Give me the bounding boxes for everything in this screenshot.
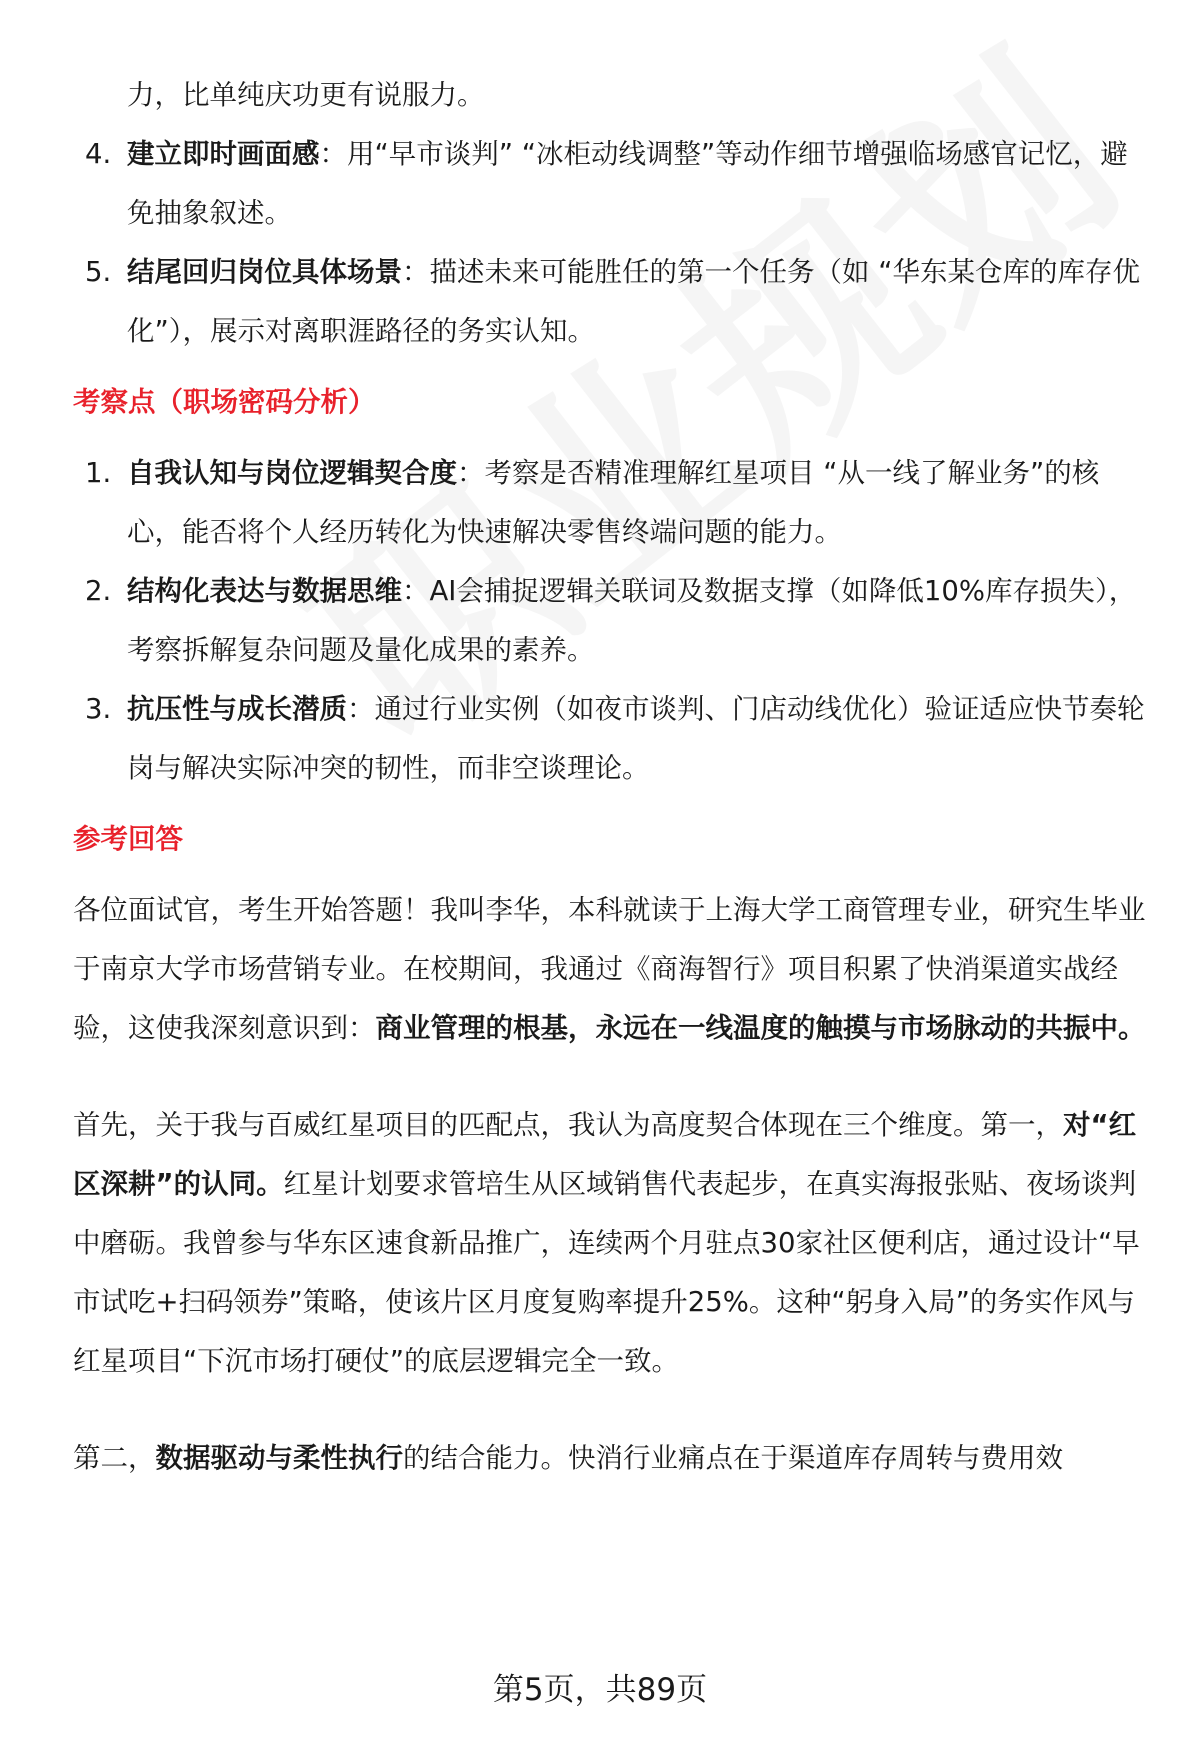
paragraph-text: 的结合能力。快消行业痛点在于渠道库存周转与费用效 — [403, 1442, 1063, 1474]
list-item-text: ：描述未来可能胜任的第一个任务（如 “华东某仓库的库存优化”），展示对离职涯路径的务实认知。 — [127, 256, 1140, 347]
list-item — [73, 562, 1153, 680]
list-item — [73, 444, 1153, 562]
list-item-bold: 抗压性与成长潜质 — [127, 693, 347, 725]
continuation-text: 力，比单纯庆功更有说服力。 — [127, 79, 485, 111]
list-item-bold: 结构化表达与数据思维 — [127, 575, 402, 607]
page-number-footer: 第5页，共89页 — [492, 1672, 708, 1708]
paragraph-text: 首先，关于我与百威红星项目的匹配点，我认为高度契合体现在三个维度。第一， — [73, 1109, 1063, 1141]
list-item-text: ：用“早市谈判” “冰柜动线调整”等动作细节增强临场感官记忆，避免抽象叙述。 — [127, 138, 1128, 229]
answer-paragraph-1 — [73, 881, 1153, 1058]
paragraph-bold: 对“红区深耕”的认同。 — [73, 1109, 1137, 1200]
paragraph-bold: 数据驱动与柔性执行 — [155, 1442, 403, 1474]
list-item-text: ：AI会捕捉逻辑关联词及数据支撑（如降低10%库存损失），考察拆解复杂问题及量化成果的素养。 — [127, 575, 1137, 666]
section-heading-answer: 参考回答 — [73, 823, 183, 855]
list-item-bold: 建立即时画面感 — [127, 138, 320, 170]
answer-paragraph-2 — [73, 1096, 1153, 1391]
list-number: 3. — [85, 693, 112, 725]
paragraph-bold: 商业管理的根基，永远在一线温度的触摸与市场脉动的共振中。 — [375, 1012, 1146, 1044]
list-item — [73, 243, 1153, 361]
tips-list — [73, 125, 1153, 361]
list-item-text: ：通过行业实例（如夜市谈判、门店动线优化）验证适应快节奏轮岗与解决实际冲突的韧性，而非空谈理论。 — [127, 693, 1145, 784]
list-item-bold: 自我认知与岗位逻辑契合度 — [127, 457, 457, 489]
list-number: 5. — [85, 256, 112, 288]
list-number: 4. — [85, 138, 112, 170]
list-item — [73, 125, 1153, 243]
answer-paragraph-3 — [73, 1429, 1153, 1488]
list-item-bold: 结尾回归岗位具体场景 — [127, 256, 402, 288]
paragraph-text: 红星计划要求管培生从区域销售代表起步，在真实海报张贴、夜场谈判中磨砺。我曾参与华东区速食新品推广，连续两个月驻点30家社区便利店，通过设计“早市试吃+扫码领券”策略，使该片区月度复购率提升25%。这种“躬身入局”的务实作风与红星项目“下沉市场打硬仗”的底层逻辑完全一致。 — [73, 1168, 1140, 1377]
kaocha-list — [73, 444, 1153, 798]
list-number: 2. — [85, 575, 112, 607]
section-heading-kaocha: 考察点（职场密码分析） — [73, 386, 376, 418]
paragraph-text: 各位面试官，考生开始答题！我叫李华，本科就读于上海大学工商管理专业，研究生毕业于南京大学市场营销专业。在校期间，我通过《商海智行》项目积累了快消渠道实战经验，这使我深刻意识到： — [73, 894, 1146, 1044]
list-item-text: ：考察是否精准理解红星项目 “从一线了解业务”的核心，能否将个人经历转化为快速解决零售终端问题的能力。 — [127, 457, 1100, 548]
list-item — [73, 680, 1153, 798]
page-content — [73, 66, 1153, 1488]
paragraph-text: 第二， — [73, 1442, 156, 1474]
list-number: 1. — [85, 457, 112, 489]
